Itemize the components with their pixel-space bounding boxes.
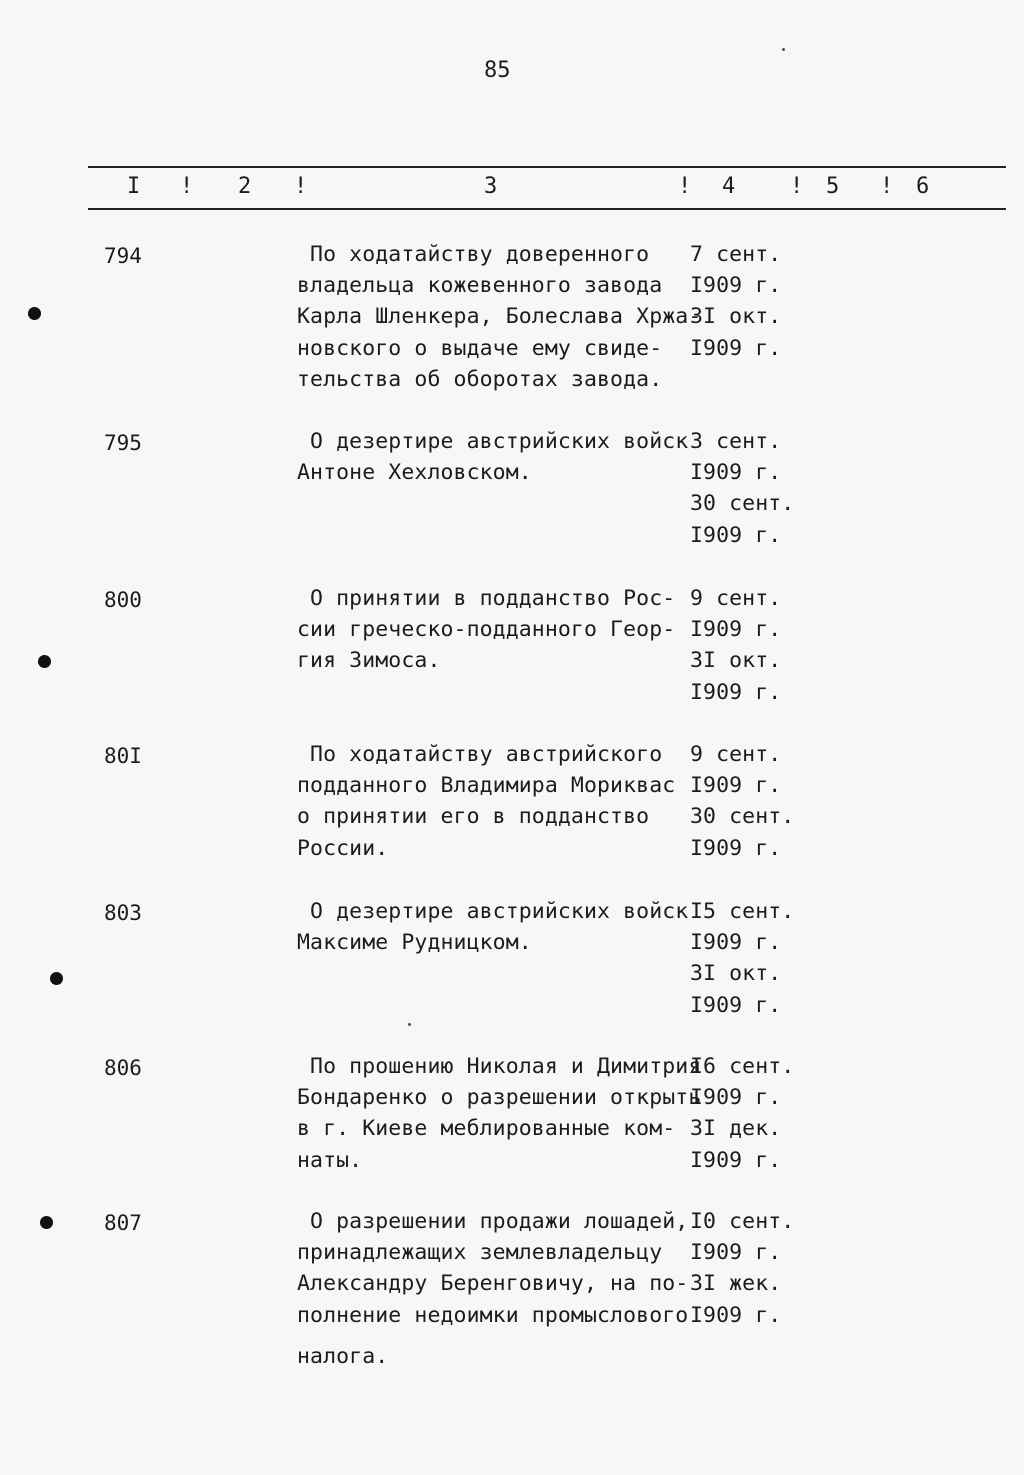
entry-date-line: 7 сент. bbox=[690, 242, 782, 267]
entry-date-line: 3 сент. bbox=[690, 429, 782, 454]
entry-date-line: I909 г. bbox=[690, 273, 782, 299]
entry-description-line: Антоне Хехловском. bbox=[297, 460, 532, 486]
entry-description-line: О дезертире австрийских войск bbox=[297, 429, 689, 454]
entry-description-line: новского о выдаче ему свиде- bbox=[297, 335, 663, 361]
entry-description-line: гия Зимоса. bbox=[297, 648, 441, 674]
punch-hole bbox=[28, 307, 41, 320]
column-header-2: 2 bbox=[238, 174, 252, 199]
punch-hole bbox=[40, 1216, 53, 1229]
entry-description-line: о принятии его в подданство bbox=[297, 804, 650, 830]
entry-number: 807 bbox=[104, 1211, 142, 1235]
entry-date-line: I6 сент. bbox=[690, 1054, 795, 1079]
column-header-3: 3 bbox=[484, 174, 498, 199]
entry-date-line: I909 г. bbox=[690, 460, 782, 486]
punch-hole bbox=[50, 972, 63, 985]
entry-description-line: принадлежащих землевладельцу bbox=[297, 1240, 663, 1266]
entry-date-line: I909 г. bbox=[690, 522, 782, 548]
entry-date-line: 9 сент. bbox=[690, 586, 782, 611]
entry-date-line: I909 г. bbox=[690, 617, 782, 643]
entry-description-line: владельца кожевенного завода bbox=[297, 273, 663, 299]
column-separator: ! bbox=[294, 174, 308, 199]
entry-number: 794 bbox=[104, 244, 142, 268]
entry-description-line: По ходатайству австрийского bbox=[297, 742, 663, 767]
entry-date-line: I909 г. bbox=[690, 992, 782, 1018]
entry-date-line: 3I жек. bbox=[690, 1271, 782, 1297]
entry-date-line: 3I окт. bbox=[690, 961, 782, 987]
entry-date-line: 3I окт. bbox=[690, 648, 782, 674]
punch-hole bbox=[38, 655, 51, 668]
entry-date-line: I909 г. bbox=[690, 335, 782, 361]
entry-description-line: полнение недоимки промыслового bbox=[297, 1302, 689, 1328]
entry-number: 795 bbox=[104, 431, 142, 455]
entry-description-line: О дезертире австрийских войск bbox=[297, 899, 689, 924]
entry-description-line: налога. bbox=[297, 1343, 389, 1369]
entry-date-line: I5 сент. bbox=[690, 899, 795, 924]
entry-description-line: наты. bbox=[297, 1147, 363, 1173]
entry-description-line: Максиме Рудницком. bbox=[297, 930, 532, 956]
entry-date-line: I909 г. bbox=[690, 1240, 782, 1266]
entry-description-line: Александру Беренговичу, на по- bbox=[297, 1271, 689, 1297]
entry-date-line: I909 г. bbox=[690, 773, 782, 799]
column-header-4: 4 bbox=[722, 174, 736, 199]
entry-description-line: По ходатайству доверенного bbox=[297, 242, 650, 267]
entry-number: 800 bbox=[104, 588, 142, 612]
entry-date-line: 3I дек. bbox=[690, 1116, 782, 1142]
entry-number: 806 bbox=[104, 1056, 142, 1080]
entry-date-line: 30 сент. bbox=[690, 804, 795, 830]
entry-description-line: России. bbox=[297, 835, 389, 861]
entry-description-line: Бондаренко о разрешении открыть bbox=[297, 1085, 702, 1111]
column-separator: ! bbox=[790, 174, 804, 199]
entry-description-line: сии греческо-подданного Геор- bbox=[297, 617, 676, 643]
entry-description-line: подданного Владимира Мориквас bbox=[297, 773, 676, 799]
entry-date-line: I909 г. bbox=[690, 679, 782, 705]
column-header-6: 6 bbox=[916, 174, 930, 199]
scan-speck bbox=[782, 48, 785, 51]
entry-number: 803 bbox=[104, 901, 142, 925]
entry-date-line: 30 сент. bbox=[690, 491, 795, 517]
page-number: 85 bbox=[484, 58, 511, 83]
column-header-1: I bbox=[127, 174, 141, 199]
entry-date-line: 3I окт. bbox=[690, 304, 782, 330]
column-header-5: 5 bbox=[826, 174, 840, 199]
entry-number: 80I bbox=[104, 744, 142, 768]
entry-description-line: Карла Шленкера, Болеслава Хржа- bbox=[297, 304, 702, 330]
entry-description-line: По прошению Николая и Димитрия bbox=[297, 1054, 702, 1079]
scan-speck bbox=[408, 1023, 411, 1026]
header-bottom-rule bbox=[88, 208, 1006, 210]
column-separator: ! bbox=[180, 174, 194, 199]
column-separator: ! bbox=[880, 174, 894, 199]
entry-description-line: О принятии в подданство Рос- bbox=[297, 586, 676, 611]
column-separator: ! bbox=[678, 174, 692, 199]
entry-date-line: I0 сент. bbox=[690, 1209, 795, 1234]
entry-date-line: I909 г. bbox=[690, 1302, 782, 1328]
entry-date-line: I909 г. bbox=[690, 930, 782, 956]
entry-description-line: О разрешении продажи лошадей, bbox=[297, 1209, 689, 1234]
entry-description-line: тельства об оборотах завода. bbox=[297, 366, 663, 392]
entry-date-line: I909 г. bbox=[690, 835, 782, 861]
entry-date-line: I909 г. bbox=[690, 1085, 782, 1111]
entry-date-line: 9 сент. bbox=[690, 742, 782, 767]
header-top-rule bbox=[88, 166, 1006, 168]
entry-date-line: I909 г. bbox=[690, 1147, 782, 1173]
entry-description-line: в г. Киеве меблированные ком- bbox=[297, 1116, 676, 1142]
